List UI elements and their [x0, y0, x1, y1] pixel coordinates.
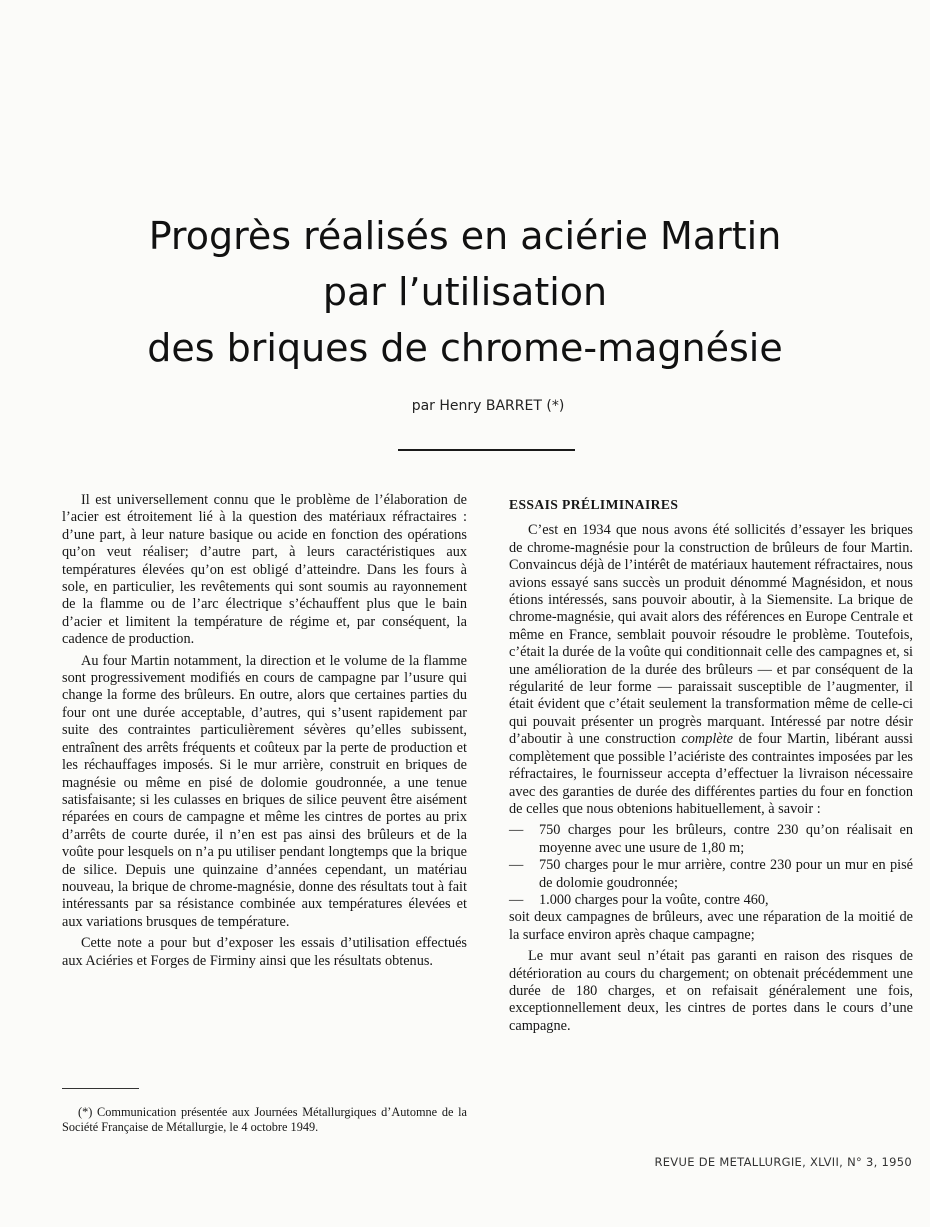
title-line-2: par l’utilisation [322, 270, 608, 314]
paragraph-1-emphasis: complète [681, 731, 734, 748]
list-dash: — [509, 891, 524, 908]
section-paragraph-2: soit deux campagnes de brûleurs, avec une réparation de la moitié de la surface environ après chaque campagne; [509, 909, 913, 943]
list-item [509, 822, 913, 857]
running-footer: REVUE DE METALLURGIE, XLVII, N° 3, 1950 [654, 1155, 912, 1169]
list-item [509, 857, 913, 892]
section-paragraph-3: Le mur avant seul n’était pas garanti en raison des risques de détérioration au cours du chargement; on obtenait précédemment une durée de 180 charges, et on refaisait généralement une fois, exceptionnellement deux, les cintres de portes dans le cours d’une campagne. [509, 948, 913, 1034]
list-item [509, 892, 913, 909]
list-item-text: 750 charges pour les brûleurs, contre 230 qu’on réalisait en moyenne avec une usure de 1,80 m; [539, 822, 913, 856]
intro-paragraph-2: Au four Martin notamment, la direction et le volume de la flamme sont progressivement modifiés en cours de campagne par l’usure qui change la forme des brûleurs. En outre, alors que certaines parties du four ont une durée acceptable, d’autres, qui s’usent rapidement par suite des contraintes particulièrement sévères qu’elles subissent, entraînent des arrêts fréquents et coûteux par la perte de production et les réchauffages imposés. Si le mur arrière, construit en briques de magnésie ou même en pisé de dolomie goudronnée, a une tenue satisfaisante; si les culasses en briques de silice peuvent être aisément réparées en cours de campagne et même les cintres de portes au prix d’arrêts de courte durée, il n’en est pas ainsi des brûleurs et de la voûte pour lesquels on n’a pu utiliser pendant longtemps que la brique de silice. Depuis une quinzaine d’années cependant, un matériau nouveau, la brique de chrome-magnésie, donne des résultats tout à fait intéressants par sa résistance combinée aux températures élevées et aux variations brusques de température. [62, 652, 467, 930]
intro-paragraph-1: Il est universellement connu que le problème de l’élaboration de l’acier est étroitement lié à la question des matériaux réfractaires : d’une part, à leur nature basique ou acide en fonction des opérations qu’on veut réaliser; d’autre part, à leurs caractéristiques aux températures élevées qu’on est obligé d’atteindre. Dans les fours à sole, en particulier, les revêtements qui sont soumis au rayonnement de la flamme ou de l’arc électrique s’échauffent plus que le bain d’acier et limitent la température de régime et, par conséquent, la cadence de production. [62, 492, 467, 648]
list-item-text: 1.000 charges pour la voûte, contre 460, [539, 891, 769, 908]
footnote: (*) Communication présentée aux Journées Métallurgiques d’Automne de la Société Française de Métallurgie, le 4 octobre 1949. [62, 1105, 467, 1134]
list-dash: — [509, 822, 524, 839]
author-byline: par Henry BARRET (*) [411, 398, 565, 414]
right-column [509, 492, 913, 1039]
paragraph-1-text-a: C’est en 1934 que nous avons été sollicités d’essayer les briques de chrome-magnésie pour la construction de brûleurs de four Martin. Convaincus déjà de l’intérêt de matériaux hautement réfractaires, nous avions essayé sans succès un produit dénommé Magnésidon, et nous étions intéressés, sans pouvoir aboutir, à la Siemensite. La brique de chrome-magnésie, qui avait alors des références en Europe Centrale et même en France, semblait pouvoir résoudre le problème. Toutefois, c’était la durée de la voûte qui conditionnait celle des campagnes et, si une amélioration de la durée des brûleurs — et par conséquent de la régularité de leur forme — paraissait susceptible de l’augmenter, il était évident que c’était seulement la transformation même de celle-ci qui pouvait présenter un progrès marquant. Intéressé par notre désir d’aboutir à une construction [509, 522, 913, 748]
section-paragraph-1 [509, 522, 913, 818]
footnote-divider [62, 1088, 139, 1089]
list-item-text: 750 charges pour le mur arrière, contre 230 pour un mur en pisé de dolomie goudronnée; [539, 857, 913, 891]
guarantee-list [509, 822, 913, 909]
title-divider [398, 449, 575, 451]
left-column [62, 492, 467, 974]
title-line-1: Progrès réalisés en aciérie Martin [148, 214, 782, 258]
title-line-3: des briques de chrome-magnésie [147, 326, 783, 370]
paragraph-1-text-b: de four Martin, libérant aussi complètement que possible l’aciériste des contraintes imposées par les réfractaires, le fournisseur accepta d’effectuer la livraison nécessaire avec des garanties de durée des différentes parties du four en fonction de celles que nous obtenions habituellement, à savoir : [509, 731, 914, 817]
list-dash: — [509, 857, 524, 874]
section-heading: ESSAIS PRÉLIMINAIRES [509, 497, 679, 512]
intro-paragraph-3: Cette note a pour but d’exposer les essais d’utilisation effectués aux Aciéries et Forges de Firminy ainsi que les résultats obtenus. [62, 935, 467, 969]
article-title [60, 208, 870, 376]
